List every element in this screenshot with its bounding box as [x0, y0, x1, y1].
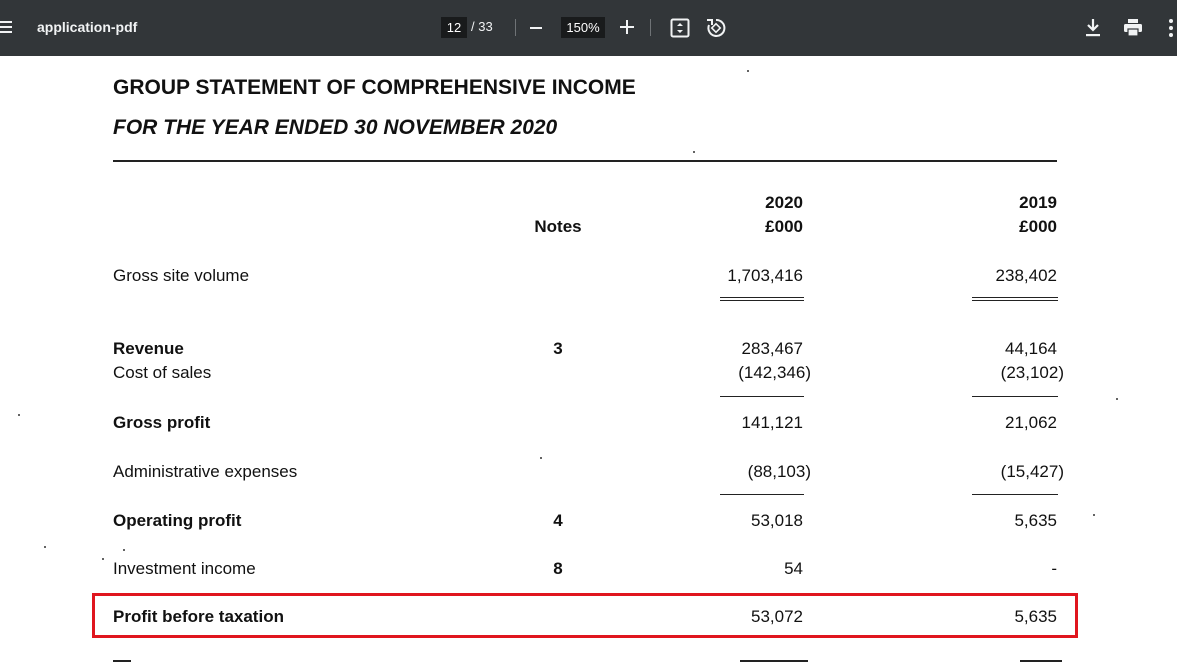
rotate-icon[interactable] — [705, 17, 727, 39]
row-label: Revenue — [113, 339, 184, 358]
row-label: Investment income — [113, 559, 256, 578]
zoom-in-icon[interactable] — [620, 20, 634, 34]
scan-speck — [123, 549, 125, 551]
pdf-page — [0, 56, 1177, 662]
scan-speck — [747, 70, 749, 72]
underline — [720, 396, 804, 397]
row-value-2019: 238,402 — [995, 266, 1057, 285]
statement-title: GROUP STATEMENT OF COMPREHENSIVE INCOME — [113, 76, 636, 99]
more-icon[interactable] — [1167, 18, 1175, 38]
scan-speck — [1116, 398, 1118, 400]
row-label: Administrative expenses — [113, 462, 298, 481]
row-label: Profit before taxation — [113, 607, 284, 626]
page-number-input[interactable]: 12 — [441, 17, 467, 38]
page-total: / 33 — [471, 19, 493, 34]
row-note: 8 — [553, 559, 563, 578]
pdf-toolbar — [0, 0, 1177, 56]
toolbar-divider — [515, 19, 516, 36]
row-value-2020: 53,072 — [751, 607, 803, 626]
row-value-2020: 53,018 — [751, 511, 803, 530]
scan-speck — [540, 457, 542, 459]
toolbar-divider — [650, 19, 651, 36]
row-label: Cost of sales — [113, 363, 212, 382]
scan-speck — [1093, 514, 1095, 516]
statement-subtitle: FOR THE YEAR ENDED 30 NOVEMBER 2020 — [113, 116, 558, 139]
notes-header: Notes — [534, 217, 582, 236]
row-value-2020: (142,346) — [738, 363, 811, 382]
row-value-2019: - — [1051, 559, 1057, 578]
row-note: 3 — [553, 339, 563, 358]
row-value-2020: 141,121 — [741, 413, 803, 432]
unit-2019-header: £000 — [1019, 217, 1057, 236]
scan-speck — [44, 546, 46, 548]
header-rule — [113, 160, 1057, 162]
menu-icon[interactable] — [0, 18, 14, 38]
underline — [972, 494, 1058, 495]
unit-2020-header: £000 — [765, 217, 803, 236]
document-title: application-pdf — [37, 19, 138, 35]
row-value-2020: 283,467 — [741, 339, 803, 358]
fit-page-icon[interactable] — [670, 18, 690, 38]
row-value-2019: 5,635 — [1014, 607, 1057, 626]
underline — [972, 396, 1058, 397]
row-label: Gross site volume — [113, 266, 250, 285]
scan-speck — [18, 414, 20, 416]
row-value-2019: 44,164 — [1005, 339, 1057, 358]
row-value-2019: 21,062 — [1005, 413, 1057, 432]
row-note: 4 — [553, 511, 563, 530]
year-2020-header: 2020 — [765, 193, 803, 212]
row-value-2020: 1,703,416 — [727, 266, 803, 285]
double-underline — [720, 297, 804, 301]
zoom-level-input[interactable]: 150% — [561, 17, 605, 38]
row-label: Gross profit — [113, 413, 211, 432]
row-value-2020: (88,103) — [747, 462, 811, 481]
row-label: Operating profit — [113, 511, 242, 530]
row-value-2019: 5,635 — [1014, 511, 1057, 530]
zoom-out-icon[interactable] — [530, 27, 542, 29]
download-icon[interactable] — [1085, 18, 1101, 38]
scan-speck — [693, 151, 695, 153]
scan-speck — [102, 558, 104, 560]
year-2019-header: 2019 — [1019, 193, 1057, 212]
underline — [720, 494, 804, 495]
row-value-2019: (15,427) — [1000, 462, 1064, 481]
row-value-2019: (23,102) — [1000, 363, 1064, 382]
row-value-2020: 54 — [784, 559, 803, 578]
double-underline — [972, 297, 1058, 301]
print-icon[interactable] — [1123, 18, 1143, 37]
